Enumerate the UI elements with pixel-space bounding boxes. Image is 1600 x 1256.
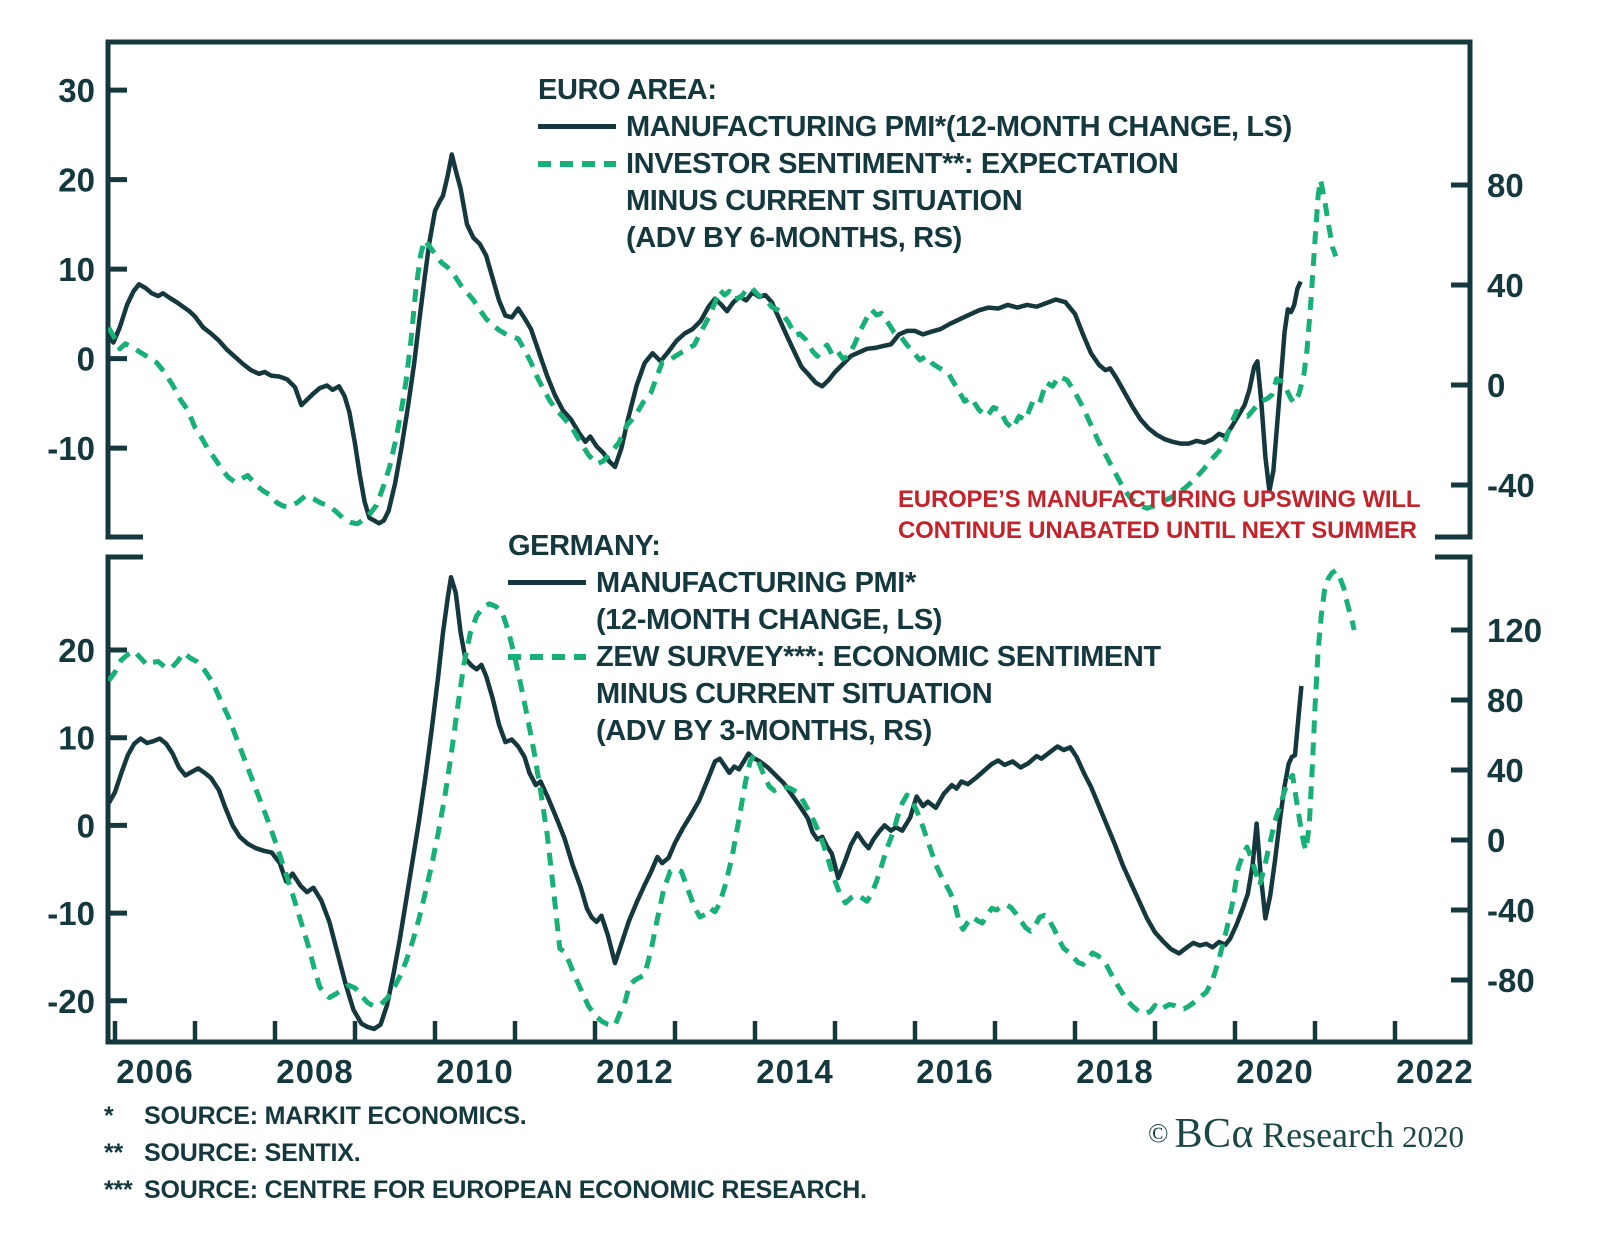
right-axis-label: 0 [1487,822,1506,859]
right-axis-label: 0 [1487,367,1506,404]
bca-research-logo [1148,1110,1464,1158]
dashed-line-swatch [538,161,616,167]
right-axis-label: 120 [1487,612,1543,649]
legend-entry-zew [508,639,1161,750]
germany-legend-title: GERMANY: [508,530,661,562]
footnote-text: SOURCE: MARKIT ECONOMICS. [144,1102,527,1130]
right-axis-label: 80 [1487,167,1524,204]
left-axis-label: 10 [58,251,95,289]
footnote-text: SOURCE: CENTRE FOR EUROPEAN ECONOMIC RESEARCH. [144,1176,867,1204]
footnote-markit [104,1098,867,1135]
footnote-zew [104,1172,867,1209]
source-footnotes [104,1098,867,1209]
left-axis-label: 10 [58,719,95,757]
legend-entry-pmi [538,109,1292,146]
logo-brand: BCα [1174,1111,1255,1157]
left-axis-label: 20 [58,161,95,199]
annotation-line-1: EUROPE’S MANUFACTURING UPSWING WILL [898,486,1421,513]
left-axis-label: -10 [47,430,95,468]
x-axis-label: 2020 [1236,1053,1314,1090]
left-axis-label: 30 [58,72,95,110]
footnote-sentix [104,1135,867,1172]
logo-year: 2020 [1402,1119,1464,1154]
footnote-symbol: * [104,1102,114,1130]
legend-label: MINUS CURRENT SITUATION [626,185,1023,217]
footnote-symbol: ** [104,1139,124,1167]
right-axis-label: 40 [1487,267,1524,304]
x-axis-label: 2006 [116,1053,194,1090]
left-axis-label: 0 [76,807,95,845]
legend-label: MANUFACTURING PMI*(12-MONTH CHANGE, LS) [626,111,1292,143]
solid-line-swatch [508,580,586,585]
legend-entry-pmi [508,565,1161,639]
forecast-annotation [898,484,1420,546]
logo-suffix: Research [1262,1115,1394,1155]
solid-line-swatch [538,124,616,129]
left-axis-label: 0 [76,340,95,378]
dashed-line-swatch [508,654,586,660]
x-axis-label: 2010 [436,1053,514,1090]
annotation-line-2: CONTINUE UNABATED UNTIL NEXT SUMMER [898,517,1417,544]
legend-label: (ADV BY 3-MONTHS, RS) [596,715,932,747]
x-axis-label: 2008 [276,1053,354,1090]
x-axis-label: 2018 [1076,1053,1154,1090]
x-axis-label: 2016 [916,1053,994,1090]
left-axis-label: -10 [47,895,95,933]
euro-area-legend-title: EURO AREA: [538,74,717,106]
legend-label: (ADV BY 6-MONTHS, RS) [626,222,962,254]
legend-entry-sentiment [538,146,1292,257]
legend-label: INVESTOR SENTIMENT**: EXPECTATION [626,148,1179,180]
germany-legend [508,528,1161,750]
right-axis-label: -40 [1487,467,1535,504]
legend-label: MANUFACTURING PMI* [596,567,916,599]
right-axis-label: 40 [1487,752,1524,789]
euro-area-legend [538,72,1292,257]
left-axis-label: 20 [58,632,95,669]
legend-label: MINUS CURRENT SITUATION [596,678,993,710]
x-axis-label: 2022 [1396,1053,1474,1090]
left-axis-label: -20 [47,982,95,1020]
footnote-text: SOURCE: SENTIX. [144,1139,361,1167]
right-axis-label: 80 [1487,682,1524,719]
footnote-symbol: *** [104,1176,133,1204]
legend-label: (12-MONTH CHANGE, LS) [596,604,943,636]
right-axis-label: -40 [1487,892,1535,929]
right-axis-label: -80 [1487,962,1535,999]
legend-label: ZEW SURVEY***: ECONOMIC SENTIMENT [596,641,1161,673]
x-axis-label: 2014 [756,1053,834,1090]
x-axis-label: 2012 [596,1053,674,1090]
copyright-symbol: © [1148,1118,1169,1148]
